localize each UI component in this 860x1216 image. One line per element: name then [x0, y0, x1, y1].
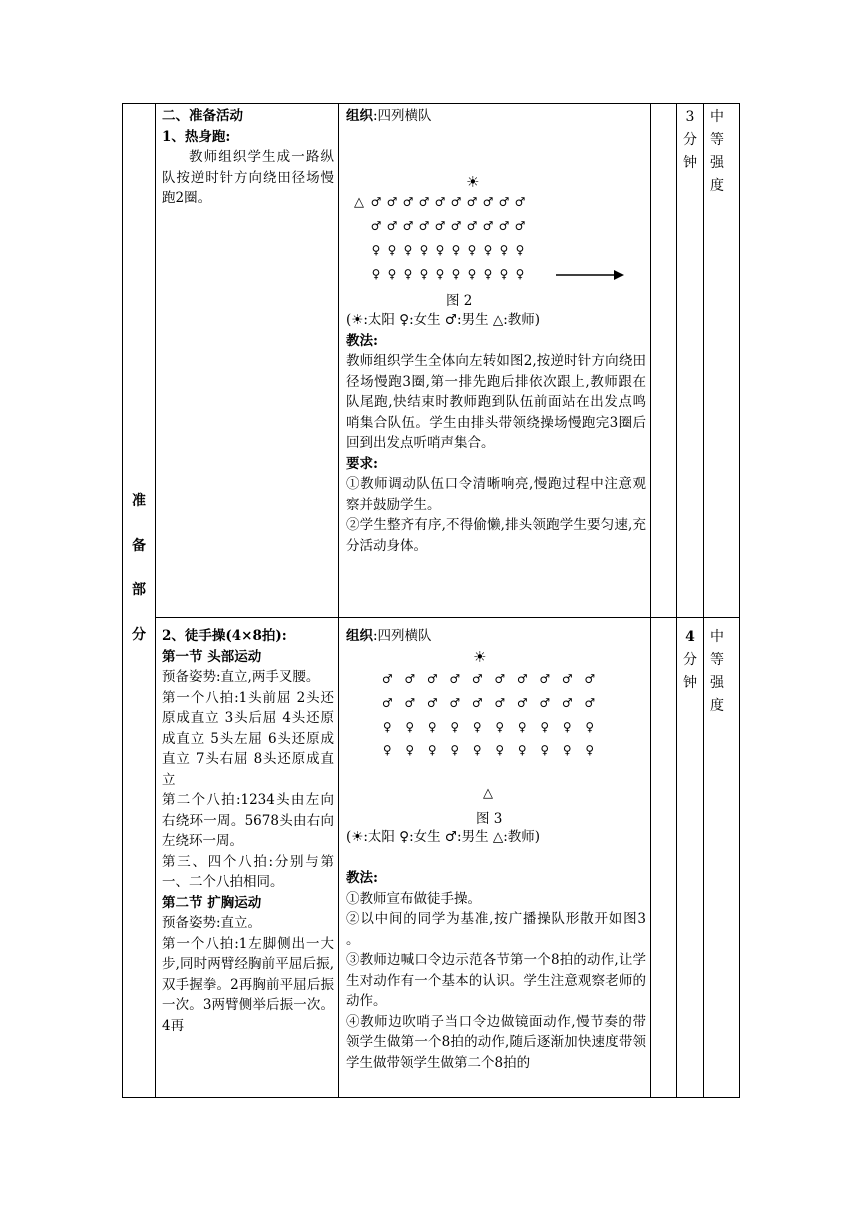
female-student-icon: ♀ [499, 243, 509, 257]
section-char: 分 [132, 627, 146, 643]
method-label: 教法: [346, 870, 378, 886]
time-char: 钟 [683, 155, 697, 171]
female-student-icon: ♀ [387, 267, 397, 281]
female-student-icon: ♀ [585, 743, 595, 757]
female-student-icon: ♀ [517, 743, 527, 757]
org-line [346, 626, 646, 647]
warmup-text: 教师组织学生成一路纵队按逆时针方向绕田径场慢跑2圈。 [162, 149, 334, 206]
male-student-icon: ♂ [482, 195, 494, 209]
row-divider [155, 617, 740, 618]
table-border-left [122, 103, 123, 1098]
warmup-content [162, 106, 334, 209]
male-student-icon: ♂ [516, 672, 528, 686]
column-divider [676, 103, 677, 1098]
warmup-time [680, 106, 700, 175]
requirement-label: 要求: [346, 455, 378, 472]
calisthenics-content [162, 626, 334, 1036]
female-student-icon: ♀ [483, 267, 493, 281]
intensity-char: 中 [710, 629, 724, 645]
male-student-icon: ♂ [426, 696, 438, 710]
female-student-icon: ♀ [435, 267, 445, 281]
male-student-icon: ♂ [498, 219, 510, 233]
lesson-plan-table [122, 103, 740, 1098]
male-student-icon: ♂ [404, 672, 416, 686]
male-student-icon: ♂ [539, 672, 551, 686]
male-student-icon: ♂ [514, 219, 526, 233]
male-student-icon: ♂ [434, 195, 446, 209]
table-border-bottom [122, 1097, 740, 1098]
direction-arrow-icon [556, 269, 626, 281]
male-student-icon: ♂ [561, 696, 573, 710]
intensity-char: 强 [710, 155, 724, 171]
male-student-icon: ♂ [539, 696, 551, 710]
female-student-icon: ♀ [562, 720, 572, 734]
figure-caption: 图 3 [476, 811, 503, 827]
intensity-char: 等 [710, 132, 724, 148]
method-item: ②以中间的同学为基准,按广播操队形散开如图3 。 [346, 911, 646, 948]
method-item: ①教师宣布做徒手操。 [346, 890, 481, 907]
intensity-char: 中 [710, 109, 724, 125]
formation-row-male [368, 219, 528, 233]
female-student-icon: ♀ [419, 267, 429, 281]
time-char: 分 [683, 132, 697, 148]
section-title: 第二节 扩胸运动 [162, 894, 262, 911]
male-student-icon: ♂ [471, 672, 483, 686]
male-student-icon: ♂ [466, 219, 478, 233]
female-student-icon: ♀ [472, 743, 482, 757]
formation-row-female [368, 267, 528, 281]
male-student-icon: ♂ [386, 195, 398, 209]
column-divider [703, 103, 704, 1098]
section-title: 第一节 头部运动 [162, 648, 262, 665]
beat-description: 第一个八拍:1左脚侧出一大步,同时两臂经胸前平屈后振,双手握拳。2再胸前平屈后振一次。3两臂侧举后振一次。4再 [162, 935, 334, 1034]
intensity-char: 等 [710, 652, 724, 668]
teacher-icon: △ [483, 786, 493, 801]
male-student-icon: ♂ [426, 672, 438, 686]
calisthenics-organization [346, 626, 646, 647]
org-value: :四列横队 [373, 108, 432, 124]
male-student-icon: ♂ [584, 672, 596, 686]
calisthenics-method [346, 827, 646, 1073]
org-label: 组织 [346, 108, 373, 124]
intensity-char: 度 [710, 698, 724, 714]
section-char: 备 [132, 538, 146, 554]
formation-row-male [376, 672, 601, 686]
male-student-icon: ♂ [402, 219, 414, 233]
part-heading: 二、准备活动 [162, 108, 243, 124]
male-student-icon: ♂ [449, 696, 461, 710]
male-student-icon: ♂ [498, 195, 510, 209]
calisthenics-heading: 2、徒手操(4×8拍): [162, 628, 287, 644]
method-item: ③教师边喊口令边示范各节第一个8拍的动作,让学生对动作有一个基本的认识。学生注意观察老师的动作。 [346, 952, 646, 1009]
time-char: 钟 [683, 675, 697, 691]
formation-row-male [368, 195, 528, 209]
male-student-icon: ♂ [404, 696, 416, 710]
female-student-icon: ♀ [585, 720, 595, 734]
female-student-icon: ♀ [499, 267, 509, 281]
female-student-icon: ♀ [495, 720, 505, 734]
female-student-icon: ♀ [387, 243, 397, 257]
female-student-icon: ♀ [382, 743, 392, 757]
male-student-icon: ♂ [381, 672, 393, 686]
teacher-icon: △ [354, 195, 364, 210]
table-border-right [739, 103, 740, 1098]
female-student-icon: ♀ [483, 243, 493, 257]
male-student-icon: ♂ [471, 696, 483, 710]
male-student-icon: ♂ [514, 195, 526, 209]
beat-description: 第一个八拍:1头前屈 2头还原成直立 3头后屈 4头还原成直立 5头左屈 6头还原成直立 7头右屈 8头还原成直立 [162, 689, 334, 788]
org-label: 组织 [346, 628, 373, 644]
male-student-icon: ♂ [450, 195, 462, 209]
warmup-method [346, 310, 646, 556]
column-divider [155, 103, 156, 1098]
formation-figure-3 [346, 648, 646, 828]
female-student-icon: ♀ [467, 267, 477, 281]
formation-row-male [376, 696, 601, 710]
time-char: 4 [685, 629, 695, 645]
table-border-top [122, 103, 740, 104]
section-char: 部 [132, 582, 146, 598]
female-student-icon: ♀ [403, 267, 413, 281]
requirement-item: ①教师调动队伍口令清晰响亮,慢跑过程中注意观察并鼓励学生。 [346, 476, 646, 513]
female-student-icon: ♀ [403, 243, 413, 257]
female-student-icon: ♀ [472, 720, 482, 734]
female-student-icon: ♀ [562, 743, 572, 757]
male-student-icon: ♂ [370, 219, 382, 233]
figure-legend: (☀:太阳 ♀:女生 ♂:男生 △:教师) [346, 829, 541, 845]
female-student-icon: ♀ [427, 720, 437, 734]
warmup-intensity [707, 106, 727, 198]
formation-row-female [368, 243, 528, 257]
male-student-icon: ♂ [418, 195, 430, 209]
female-student-icon: ♀ [450, 720, 460, 734]
male-student-icon: ♂ [516, 696, 528, 710]
female-student-icon: ♀ [419, 243, 429, 257]
method-label: 教法: [346, 332, 378, 349]
prep-posture: 预备姿势:直立,两手叉腰。 [162, 669, 320, 685]
prep-posture: 预备姿势:直立。 [162, 915, 262, 931]
male-student-icon: ♂ [434, 219, 446, 233]
requirement-item: ②学生整齐有序,不得偷懒,排头领跑学生要匀速,充分活动身体。 [346, 517, 646, 554]
column-divider [338, 103, 339, 1098]
female-student-icon: ♀ [371, 243, 381, 257]
beat-description: 第三、四个八拍:分别与第一、二个八拍相同。 [162, 853, 334, 890]
female-student-icon: ♀ [405, 743, 415, 757]
male-student-icon: ♂ [449, 672, 461, 686]
male-student-icon: ♂ [494, 672, 506, 686]
female-student-icon: ♀ [451, 267, 461, 281]
male-student-icon: ♂ [418, 219, 430, 233]
warmup-organization [346, 106, 646, 127]
male-student-icon: ♂ [494, 696, 506, 710]
intensity-char: 度 [710, 178, 724, 194]
male-student-icon: ♂ [482, 219, 494, 233]
female-student-icon: ♀ [371, 267, 381, 281]
male-student-icon: ♂ [370, 195, 382, 209]
female-student-icon: ♀ [515, 267, 525, 281]
female-student-icon: ♀ [450, 743, 460, 757]
section-char: 准 [132, 493, 146, 509]
column-divider [650, 103, 651, 1098]
male-student-icon: ♂ [584, 696, 596, 710]
figure-legend: (☀:太阳 ♀:女生 ♂:男生 △:教师) [346, 312, 541, 328]
male-student-icon: ♂ [381, 696, 393, 710]
female-student-icon: ♀ [382, 720, 392, 734]
female-student-icon: ♀ [515, 243, 525, 257]
male-student-icon: ♂ [402, 195, 414, 209]
female-student-icon: ♀ [467, 243, 477, 257]
male-student-icon: ♂ [466, 195, 478, 209]
calisthenics-time [680, 626, 700, 695]
male-student-icon: ♂ [386, 219, 398, 233]
beat-description: 第二个八拍:1234头由左向右绕环一周。5678头由右向左绕环一周。 [162, 792, 334, 849]
intensity-char: 强 [710, 675, 724, 691]
warmup-heading: 1、热身跑: [162, 128, 231, 145]
female-student-icon: ♀ [495, 743, 505, 757]
female-student-icon: ♀ [540, 720, 550, 734]
spacer [346, 848, 646, 869]
org-line [346, 106, 646, 127]
time-char: 分 [683, 652, 697, 668]
formation-row-female [376, 743, 601, 757]
female-student-icon: ♀ [435, 243, 445, 257]
female-student-icon: ♀ [405, 720, 415, 734]
time-char: 3 [685, 109, 695, 125]
method-text: 教师组织学生全体向左转如图2,按逆时针方向绕田径场慢跑3圈,第一排先跑后排依次跟上,教师跟在队尾跑,快结束时教师跑到队伍前面站在出发点鸣哨集合队伍。学生由排头带领绕操场慢跑完3圈后回到出发点听哨声集合。 [346, 353, 646, 451]
male-student-icon: ♂ [561, 672, 573, 686]
calisthenics-intensity [707, 626, 727, 718]
sun-icon: ☀ [466, 173, 480, 191]
sun-icon: ☀ [473, 648, 487, 666]
org-value: :四列横队 [373, 628, 432, 644]
female-student-icon: ♀ [517, 720, 527, 734]
female-student-icon: ♀ [451, 243, 461, 257]
male-student-icon: ♂ [450, 219, 462, 233]
formation-row-female [376, 720, 601, 734]
method-item: ④教师边吹哨子当口令边做镜面动作,慢节奏的带领学生做第一个8拍的动作,随后逐渐加快速度带领学生做带领学生做第二个8拍的 [346, 1013, 646, 1071]
female-student-icon: ♀ [540, 743, 550, 757]
figure-caption: 图 2 [446, 293, 473, 309]
female-student-icon: ♀ [427, 743, 437, 757]
